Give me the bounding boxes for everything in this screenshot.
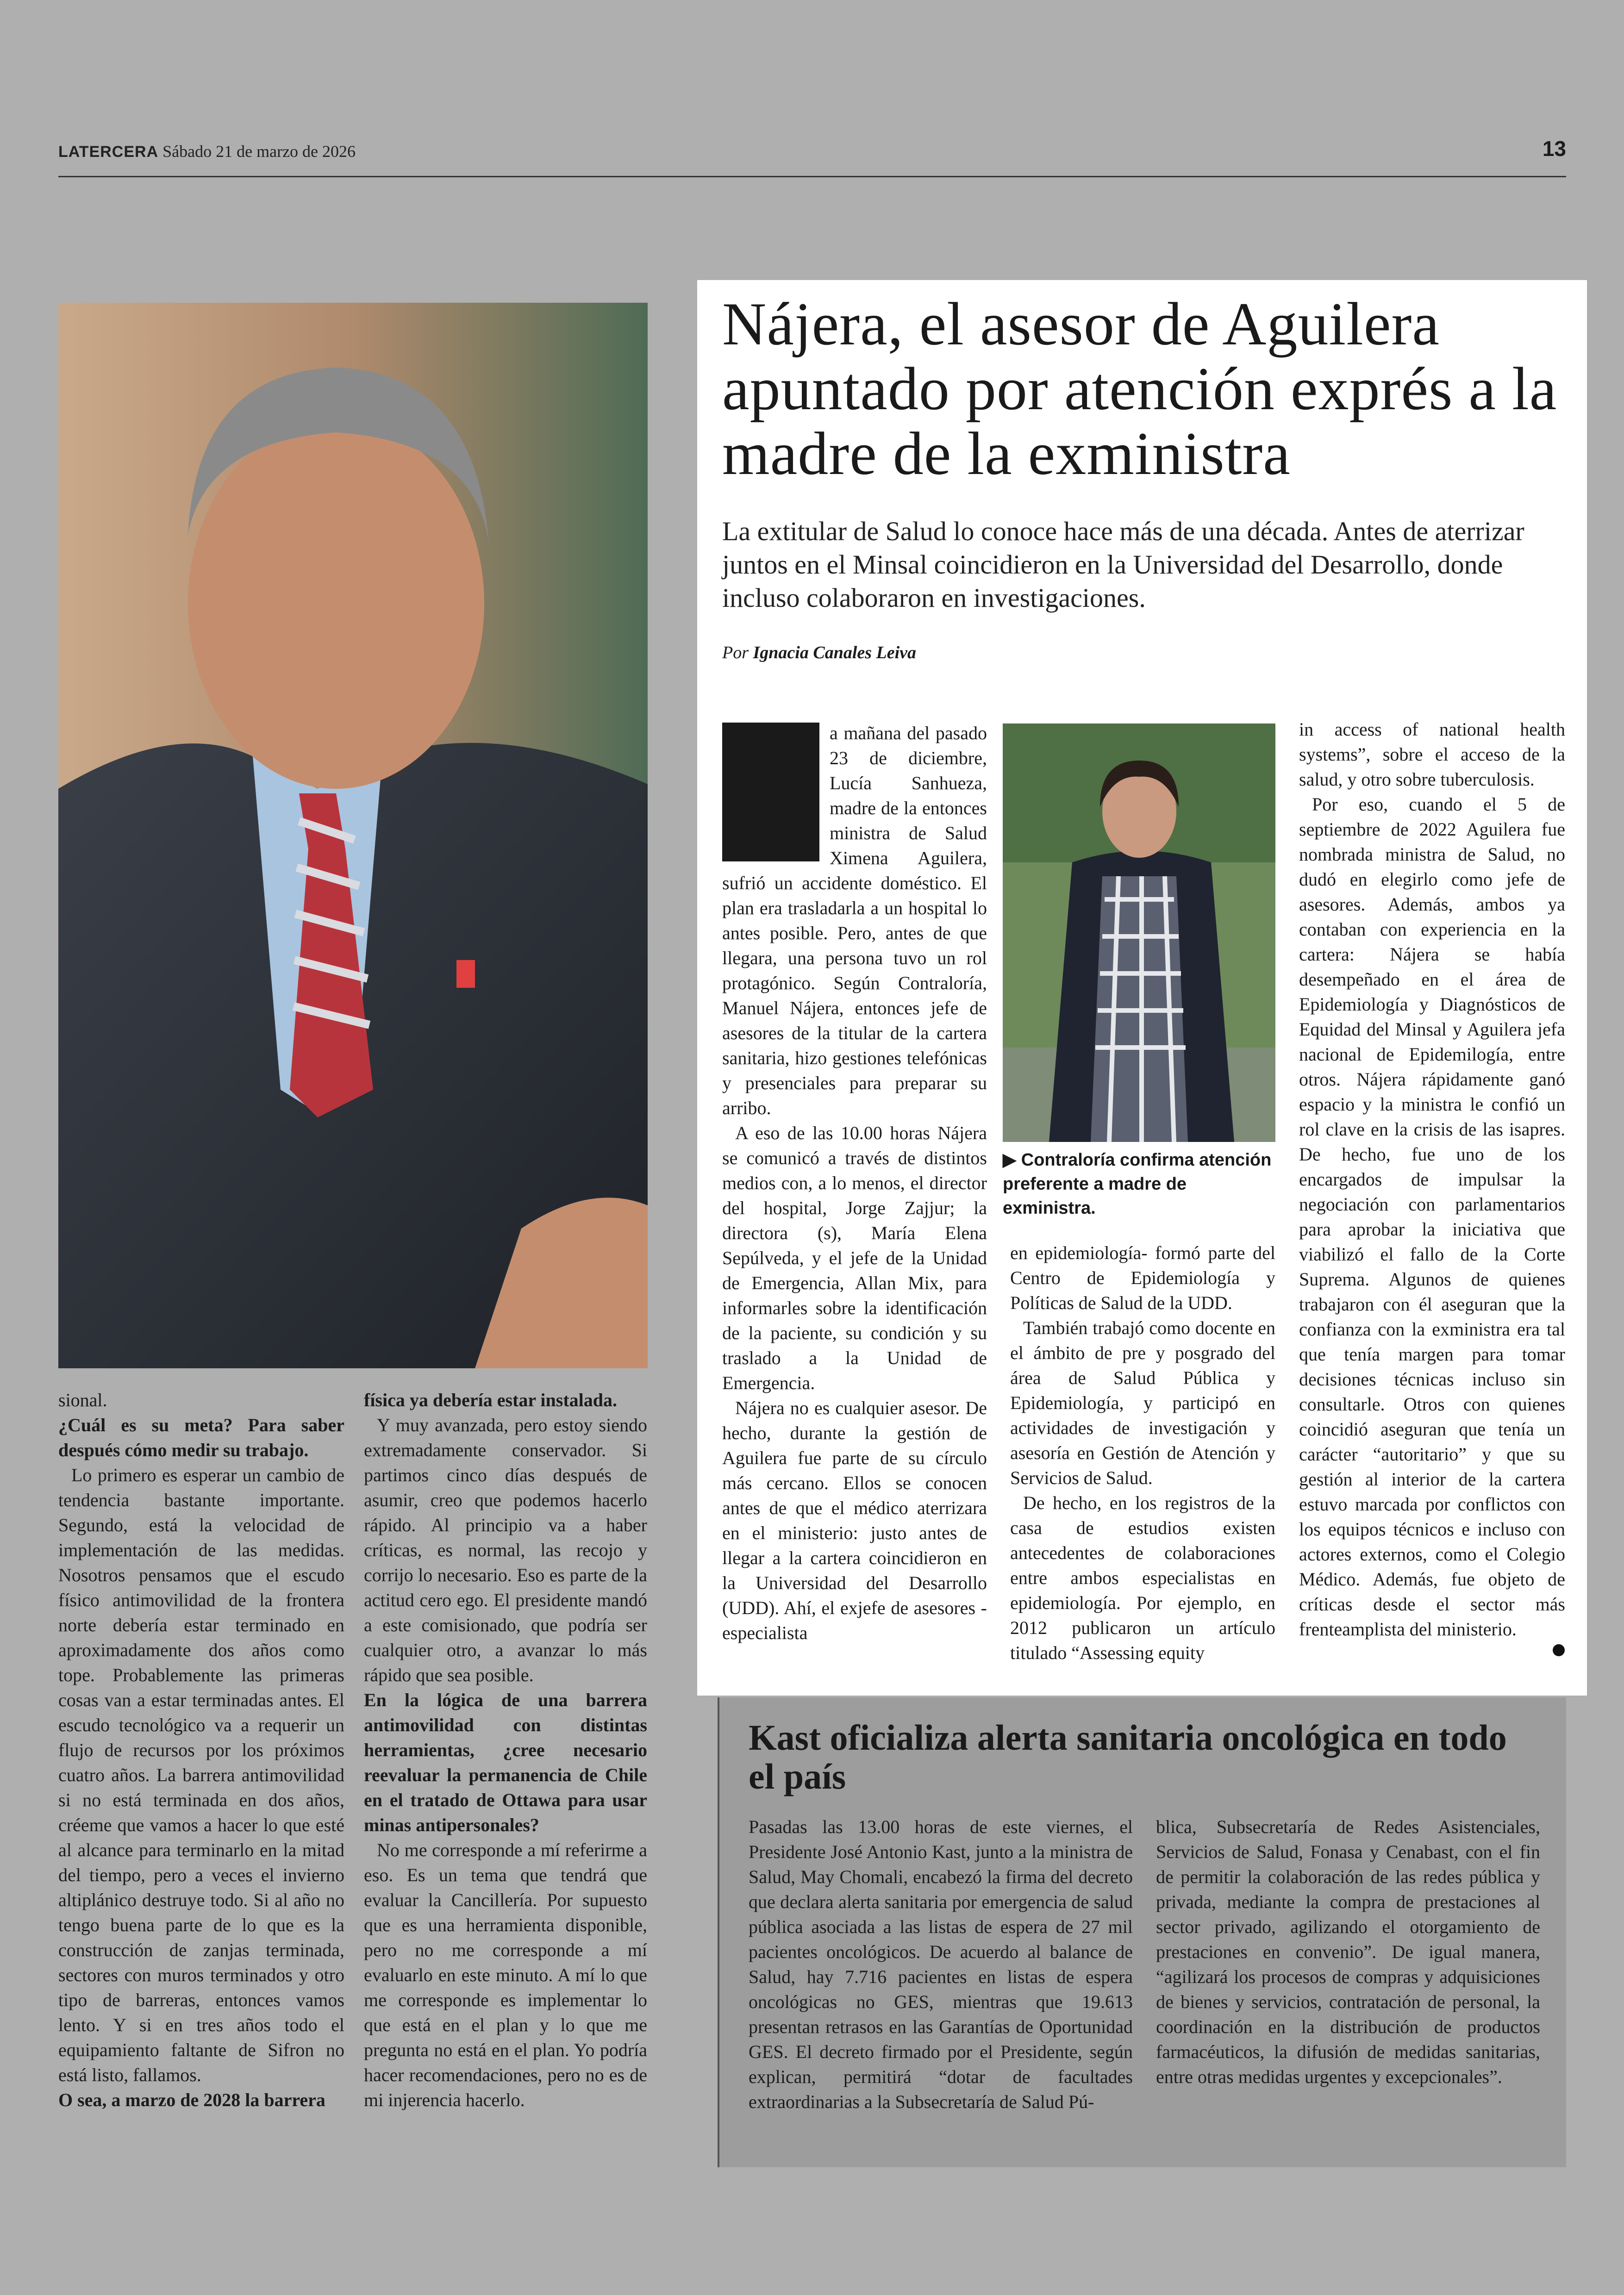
portrait-photo [58, 303, 648, 1368]
brand-name: LATERCERA [58, 143, 159, 161]
byline-prefix: Por [722, 643, 749, 662]
article-paragraph: sional. [58, 1390, 107, 1410]
interview-question: ¿Cuál es su meta? Para saber después cómo medir su trabajo. [58, 1415, 344, 1460]
dropcap-letter-l [722, 723, 819, 861]
byline-author: Ignacia Canales Leiva [753, 643, 917, 662]
article-paragraph: También trabajó como docente en el ámbito de pre y posgrado del área de Salud Pública y Epidemiología, y participó en actividades de investigación y asesoría en Gestión de Atención y Servicios de Salud. [1010, 1317, 1275, 1488]
header-divider [58, 176, 1566, 177]
issue-date: Sábado 21 de marzo de 2026 [162, 142, 356, 161]
secondary-article-rule [718, 1697, 719, 2167]
secondary-paragraph-1: Pasadas las 13.00 horas de este viernes, el Presidente José Antonio Kast, junto a la ministra de Salud, May Chomali, encabezó la firma del decreto que declara alerta sanitaria por emergencia de salud pública asociada a las listas de espera de 27 mil pacientes oncológicos. De acuerdo al balance de Salud, hay 7.716 pacientes en listas de espera oncológicas no GES, mientras que 19.613 presentan retrasos en las Garantías de Oportunidad GES. El decreto firmado por el Presidente, según explican, permitirá “dotar de facultades extraordinarias a la Subsecretaría de Salud Pú- [749, 1816, 1133, 2112]
article-paragraph: A eso de las 10.00 horas Nájera se comunicó a través de distintos medios con, a lo menos, el director del hospital, Jorge Zajjur; la directora (s), María Elena Sepúlveda, y el jefe de la Unidad de Emergencia, Allan Mix, para informarles sobre la identificación de la paciente, su condición y su traslado a la Unidad de Emergencia. [722, 1123, 987, 1393]
interview-question: En la lógica de una barrera antimovilidad con distintas herramientas, ¿cree necesario reevaluar la permanencia de Chile en el tratado de Ottawa para usar minas antipersonales? [364, 1690, 647, 1835]
masthead [58, 142, 356, 161]
dropcap [722, 723, 819, 861]
article-paragraph: a mañana del pasado 23 de diciembre, Lucía Sanhueza, madre de la entonces ministra de Salud Ximena Aguilera, sufrió un accidente doméstico. El plan era trasladarla a un hospital lo antes posible. Pero, antes de que llegara, una persona tuvo un rol protagónico. Según Contraloría, Manuel Nájera, entonces jefe de asesores de la titular de la cartera sanitaria, hizo gestiones telefónicas y presenciales para preparar su arribo. [722, 723, 987, 1118]
secondary-column-2 [1156, 1815, 1540, 2089]
article-column-1 [722, 721, 987, 1646]
page-number: 13 [1542, 137, 1566, 161]
interview-column-2 [364, 1388, 647, 2113]
main-headline: Nájera, el asesor de Aguilera apuntado por atención exprés a la madre de la exministra [722, 290, 1557, 487]
article-paragraph: Nájera no es cualquier asesor. De hecho, durante la gestión de Aguilera fue parte de su círculo más cercano. Ellos se conocen antes de que el médico aterrizara en el ministerio: justo antes de llegar a la cartera coincidieron en la Universidad del Desarrollo (UDD). Ahí, el exjefe de asesores -especialista [722, 1397, 987, 1643]
article-paragraph: De hecho, en los registros de la casa de estudios existen antecedentes de colaboraciones entre ambos especialistas en epidemiología. Por ejemplo, en 2012 publicaron un artículo titulado “Assessing equity [1010, 1492, 1275, 1663]
article-paragraph: Por eso, cuando el 5 de septiembre de 2022 Aguilera fue nombrada ministra de Salud, no dudó en elegirlo como jefe de asesores. Además, ambos ya contaban con experiencia en la cartera: Nájera se había desempeñado en el área de Epidemiología y Diagnósticos de Equidad del Minsal y Aguilera jefa nacional de Epidemilogía, entre otros. Nájera rápidamente ganó espacio y la ministra le confió un rol clave en la crisis de las isapres. De hecho, fue uno de los encargados de impulsar la negociación con parlamentarios para aprobar la iniciativa que viabilizó el fallo de la Corte Suprema. Algunos de quienes trabajaron con él aseguran que la confianza con la exministra era tal que tenía margen para tomar decisiones técnicas incluso sin consultarle. Otros con quienes coincidió aseguran que tenía un carácter “autoritario” y que su gestión al interior de la cartera estuvo marcada por conflictos con los equipos técnicos e incluso con actores externos, como el Colegio Médico. Además, fue objeto de críticas desde el sector más frenteamplista del ministerio. [1299, 794, 1565, 1640]
interview-column-1 [58, 1388, 344, 2113]
byline [722, 642, 916, 663]
end-of-article-dot [1553, 1644, 1565, 1656]
article-paragraph: Y muy avanzada, pero estoy siendo extremadamente conservador. Si partimos cinco días después de asumir, creo que podemos hacerlo rápido. Al principio va a haber críticas, es normal, las recojo y corrijo lo necesario. Eso es parte de la actitud cero ego. El presidente mandó a este comisionado, que podría ser cualquier otro, a avanzar lo más rápido que sea posible. [364, 1415, 647, 1685]
inset-photo [1003, 723, 1275, 1142]
article-paragraph: en epidemiología- formó parte del Centro de Epidemiología y Políticas de Salud de la UDD. [1010, 1242, 1275, 1313]
article-paragraph: in access of national health systems”, sobre el acceso de la salud, y otro sobre tuberculosis. [1299, 719, 1565, 790]
article-column-3 [1299, 717, 1565, 1642]
interview-question: física ya debería estar instalada. [364, 1390, 618, 1410]
secondary-headline: Kast oficializa alerta sanitaria oncológica en todo el país [749, 1717, 1507, 1796]
article-paragraph: Lo primero es esperar un cambio de tendencia bastante importante. Segundo, está la velocidad de implementación de las medidas. Nosotros pensamos que el escudo físico antimovilidad de la frontera norte debería estar terminado en aproximadamente dos años como tope. Probablemente las primeras cosas van a estar terminadas antes. El escudo tecnológico va a requerir un flujo de recursos por los próximos cuatro años. La barrera antimovilidad si no está terminada en dos años, créeme que vamos a hacer lo que esté al alcance para terminarlo en la mitad del tiempo, pero a veces el invierno altiplánico destruye todo. Si al año no tengo buena parte de lo que es la construcción de zanjas terminada, sectores con muros terminados y otro tipo de barreras, entonces vamos lento. Y si en tres años todo el equipamiento faltante de Sifron no está listo, fallamos. [58, 1465, 344, 2085]
interview-question: O sea, a marzo de 2028 la barrera [58, 2089, 325, 2110]
secondary-paragraph-2: blica, Subsecretaría de Redes Asistenciales, Servicios de Salud, Fonasa y Cenabast, con el fin de permitir la colaboración de las redes pública y privada, mediante la compra de prestaciones al sector privado, agilizando el otorgamiento de prestaciones en convenio”. De igual manera, “agilizará los procesos de compras y adquisiciones de bienes y servicios, contratación de personal, la coordinación en la distribución de productos farmacéuticos, la difusión de medidas sanitarias, entre otras medidas urgentes y excepcionales”. [1156, 1816, 1540, 2087]
article-dek: La extitular de Salud lo conoce hace más de una década. Antes de aterrizar juntos en el Minsal coincidieron en la Universidad del Desarrollo, donde incluso colaboraron en investigaciones. [722, 516, 1524, 613]
secondary-column-1 [749, 1815, 1133, 2114]
article-column-2 [1010, 1241, 1275, 1665]
photo-caption: ▶ Contraloría confirma atención preferente a madre de exministra. [1003, 1150, 1272, 1218]
article-paragraph: No me corresponde a mí referirme a eso. Es un tema que tendrá que evaluar la Cancillería. Por supuesto que es una herramienta disponible, pero no me corresponde a mí evaluarlo en este minuto. A mí lo que me corresponde es implementar lo que está en el plan y lo que me pregunta no está en el plan. Yo podría hacer recomendaciones, pero no es de mi injerencia hacerlo. [364, 1840, 647, 2110]
